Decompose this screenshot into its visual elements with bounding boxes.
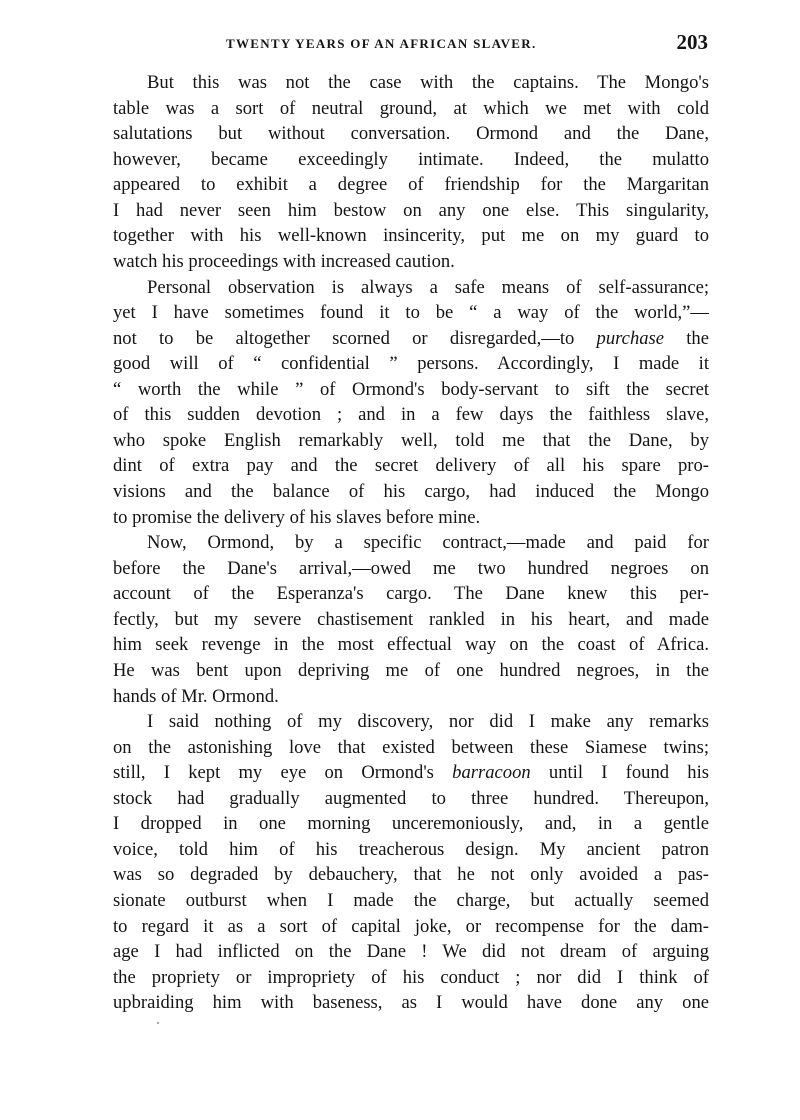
text-line: account of the Esperanza's cargo. The Dane knew this per- [113,583,709,605]
text-line: I dropped in one morning unceremoniously, and, in a gentle [113,813,709,835]
text-line: I said nothing of my discovery, nor did I make any remarks [147,711,709,733]
text-line: him seek revenge in the most effectual way on the coast of Africa. [113,634,709,656]
text-line: before the Dane's arrival,—owed me two hundred negroes on [113,557,709,579]
italic-word: purchase [596,327,665,349]
text-line: of this sudden devotion ; and in a few days the faithless slave, [113,404,709,426]
text-line: yet I have sometimes found it to be “ a way of the world,”— [113,302,709,324]
text-line: Now, Ormond, by a specific contract,—made and paid for [147,532,709,554]
text-line: I had never seen him bestow on any one else. This singularity, [113,199,709,221]
running-title: TWENTY YEARS OF AN AFRICAN SLAVER. [226,36,537,51]
text-line: table was a sort of neutral ground, at which we met with cold [113,97,709,119]
text-segment: the [664,327,709,349]
text-line: was so degraded by debauchery, that he not only avoided a pas- [113,864,709,886]
text-line: Personal observation is always a safe means of self-assurance; [147,276,709,298]
text-line: “ worth the while ” of Ormond's body-servant to sift the secret [113,378,709,400]
text-line: hands of Mr. Ormond. [113,685,279,707]
text-line: good will of “ confidential ” persons. Accordingly, I made it [113,353,709,375]
text-line: voice, told him of his treacherous design. My ancient patron [113,838,709,860]
text-line: sionate outburst when I made the charge, but actually seemed [113,890,709,911]
text-line: upbraiding him with baseness, as I would have done any one [113,992,709,1014]
text-line: who spoke English remarkably well, told me that the Dane, by [113,429,709,451]
italic-word: barracoon [452,762,531,784]
text-line: age I had inflicted on the Dane ! We did not dream of arguing [113,941,709,963]
page-number: 203 [676,30,708,54]
text-line: together with his well-known insincerity, put me on my guard to [113,225,709,247]
text-line: salutations but without conversation. Ormond and the Dane, [113,123,709,145]
text-line: visions and the balance of his cargo, had induced the Mongo [113,481,709,502]
text-line: on the astonishing love that existed between these Siamese twins; [113,736,709,758]
text-line: But this was not the case with the captains. The Mongo's [147,72,709,93]
text-line [113,760,709,786]
text-line [113,326,709,352]
text-line: He was bent upon depriving me of one hundred negroes, in the [113,659,709,681]
text-segment: still, I kept my eye on Ormond's [113,762,453,784]
text-segment: not to be altogether scorned or disregarded,—to [113,327,597,349]
text-line: stock had gradually augmented to three hundred. Thereupon, [113,787,709,809]
body-text [113,70,709,1016]
text-line: fectly, but my severe chastisement rankled in his heart, and made [113,608,709,630]
text-line: to regard it as a sort of capital joke, or recompense for the dam- [113,915,709,937]
text-line: however, became exceedingly intimate. Indeed, the mulatto [113,148,709,170]
ink-speck [157,1022,159,1024]
text-segment: until I found his [530,762,709,784]
text-line: the propriety or impropriety of his conduct ; nor did I think of [113,966,709,988]
text-line: to promise the delivery of his slaves before mine. [113,506,481,528]
text-line: watch his proceedings with increased caution. [113,250,455,272]
text-line: appeared to exhibit a degree of friendship for the Margaritan [113,174,709,196]
text-line: dint of extra pay and the secret delivery of all his spare pro- [113,455,709,477]
running-header [226,30,712,54]
